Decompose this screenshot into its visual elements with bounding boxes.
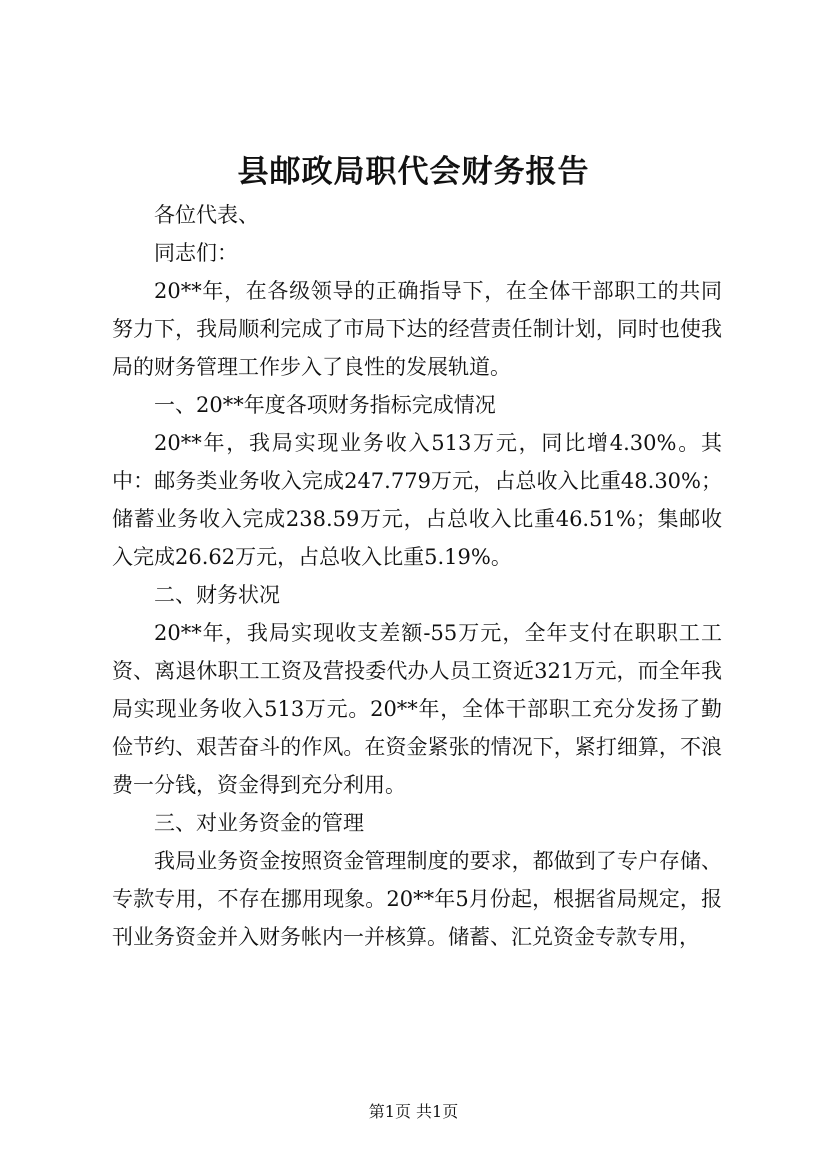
document-title: 县邮政局职代会财务报告 <box>237 154 590 190</box>
salutation-line-1: 各位代表、 <box>154 203 259 227</box>
salutation-line-2: 同志们： <box>154 241 238 265</box>
section-1-paragraph: 20**年，我局实现业务收入513万元，同比增4.30%。其中：邮务类业务收入完成247.779万元，占总收入比重48.30%；储蓄业务收入完成238.59万元，占总收入比重46.51%；集邮收入完成26.62万元，占总收入比重5.19%。 <box>112 431 722 569</box>
section-heading-3: 三、对业务资金的管理 <box>154 811 364 835</box>
section-2-paragraph: 20**年，我局实现收支差额-55万元，全年支付在职职工工资、离退休职工工资及营投委代办人员工资近321万元，而全年我局实现业务收入513万元。20**年，全体干部职工充分发扬了勤俭节约、艰苦奋斗的作风。在资金紧张的情况下，紧打细算，不浪费一分钱，资金得到充分利用。 <box>112 621 722 797</box>
page-footer: 第1页 共1页 <box>368 1102 459 1121</box>
section-3-paragraph: 我局业务资金按照资金管理制度的要求，都做到了专户存储、专款专用，不存在挪用现象。20**年5月份起，根据省局规定，报刊业务资金并入财务帐内一并核算。储蓄、汇兑资金专款专用， <box>112 849 722 949</box>
section-heading-2: 二、财务状况 <box>154 583 280 607</box>
intro-paragraph: 20**年，在各级领导的正确指导下，在全体干部职工的共同努力下，我局顺利完成了市局下达的经营责任制计划，同时也使我局的财务管理工作步入了良性的发展轨道。 <box>112 279 722 379</box>
document-body <box>112 196 722 956</box>
section-heading-1: 一、20**年度各项财务指标完成情况 <box>154 393 496 417</box>
